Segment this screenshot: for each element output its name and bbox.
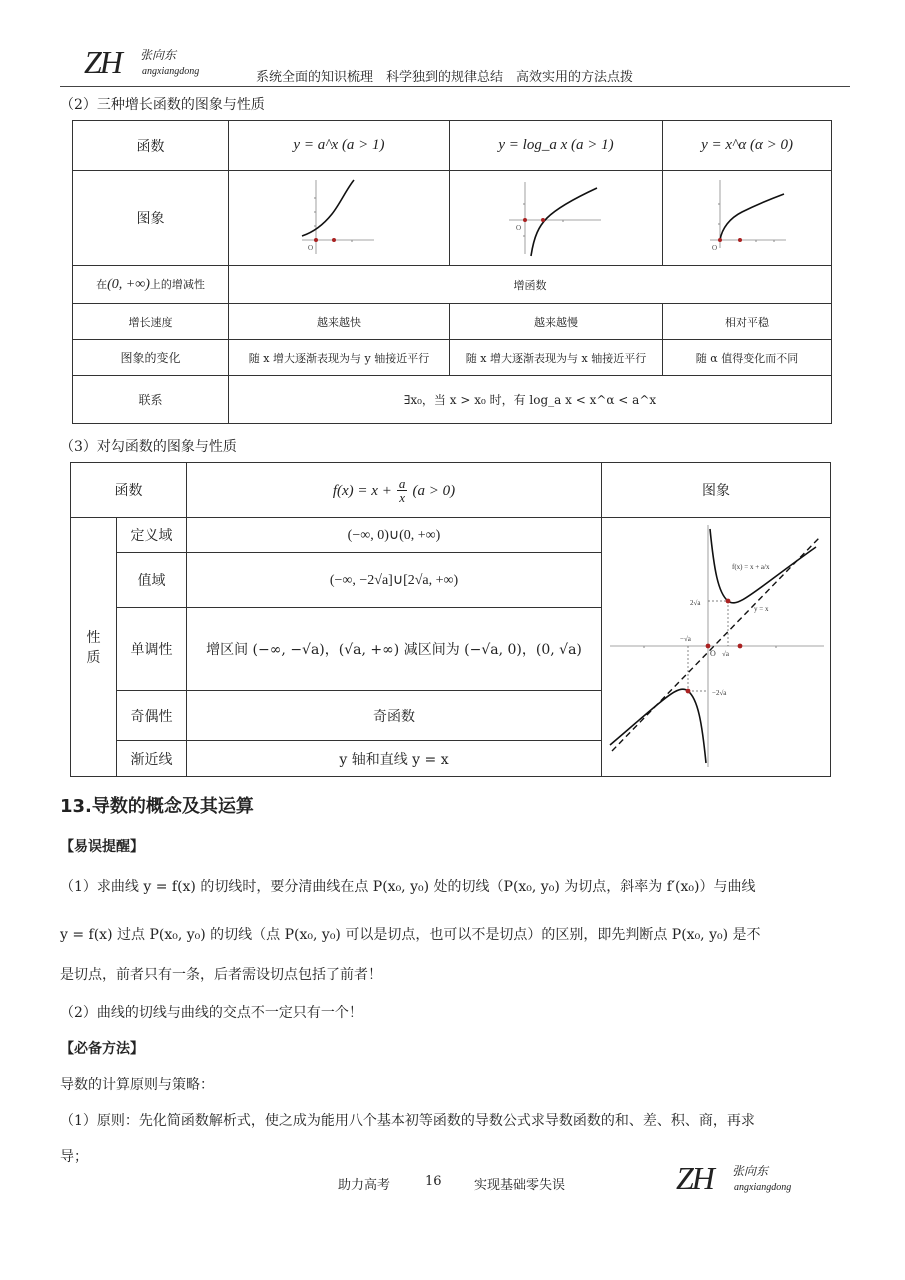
warn-heading: 【易误提醒】 — [60, 839, 144, 855]
speed-log: 越来越慢 — [450, 304, 663, 340]
graph-exp-cell — [229, 171, 450, 266]
footer-logo-letters: ZH — [676, 1160, 713, 1196]
formula-right: (a > 0) — [412, 482, 456, 499]
asym-value: y 轴和直线 y = x — [187, 741, 602, 777]
graph-label: 图象 — [602, 463, 831, 518]
hook-origin: O — [709, 649, 716, 658]
row-graph-label: 图象 — [73, 171, 229, 266]
footer-logo-signature: 张向东 — [732, 1164, 769, 1178]
method-p1-line2: 导； — [60, 1149, 88, 1165]
row-speed-label: 增长速度 — [73, 304, 229, 340]
svg-text:O: O — [308, 244, 314, 252]
header-divider — [60, 86, 850, 87]
range-label: 值域 — [117, 553, 187, 608]
domain-value: (−∞, 0)∪(0, +∞) — [187, 518, 602, 553]
logo-letters: ZH — [84, 44, 121, 80]
graph-exp — [294, 174, 384, 258]
graph-log-cell — [450, 171, 663, 266]
section3-title: （3）对勾函数的图象与性质 — [60, 439, 237, 455]
footer-logo — [676, 1160, 796, 1200]
formula-fraction — [397, 477, 408, 504]
range-value: (−∞, −2√a]∪[2√a, +∞) — [187, 553, 602, 608]
change-exp: 随 x 增大逐渐表现为与 y 轴接近平行 — [229, 340, 450, 376]
graph-pow — [702, 174, 792, 258]
mono-label-pre: 在 — [96, 278, 108, 291]
func-log: y = log_a x (a > 1) — [450, 121, 663, 171]
growth-functions-table — [72, 120, 832, 424]
svg-text:O: O — [712, 244, 718, 252]
chapter-title: 13.导数的概念及其运算 — [60, 796, 254, 817]
change-log: 随 x 增大逐渐表现为与 x 轴接近平行 — [450, 340, 663, 376]
section2-title: （2）三种增长函数的图象与性质 — [60, 97, 265, 113]
footer-logo-subtitle: angxiangdong — [734, 1182, 792, 1193]
header-slogan: 系统全面的知识梳理 科学独到的规律总结 高效实用的方法点拨 — [256, 70, 634, 85]
logo-subtitle: angxiangdong — [142, 66, 200, 77]
mono-interval: (0, +∞) — [107, 277, 150, 292]
speed-exp: 越来越快 — [229, 304, 450, 340]
header-logo — [84, 44, 204, 84]
hook-neg-two-root-a: −2√a — [711, 689, 726, 697]
warn-p1-line3: 是切点，前者只有一条，后者需设切点包括了前者！ — [60, 967, 382, 983]
props-label-2: 质 — [86, 650, 101, 666]
warn-p1-line2: y = f(x) 过点 P(x₀, y₀) 的切线（点 P(x₀, y₀) 可以是切点，也可以不是切点）的区别，即先判断点 P(x₀, y₀) 是不 — [60, 927, 761, 943]
footer-right: 实现基础零失误 — [474, 1178, 566, 1193]
formula-left: f(x) = x + — [332, 482, 392, 499]
row-func-label: 函数 — [73, 121, 229, 171]
graph-log — [501, 174, 611, 258]
func-formula — [187, 463, 602, 518]
change-pow: 随 α 值得变化而不同 — [663, 340, 832, 376]
footer-page-number: 16 — [425, 1174, 442, 1189]
props-label — [71, 518, 117, 777]
hook-two-root-a: 2√a — [689, 599, 700, 607]
hook-line-label: y = x — [753, 605, 768, 613]
row-link-label: 联系 — [73, 376, 229, 424]
mono-label-post: 上的增减性 — [149, 278, 205, 291]
func-exp: y = a^x (a > 1) — [229, 121, 450, 171]
method-heading: 【必备方法】 — [60, 1041, 144, 1057]
mono-value: 增函数 — [229, 266, 832, 304]
parity-label: 奇偶性 — [117, 691, 187, 741]
graph-pow-cell — [663, 171, 832, 266]
method-p1-line1: （1）原则：先化简函数解析式，使之成为能用八个基本初等函数的导数公式求导数函数的和、差、积、商，再求 — [60, 1113, 755, 1129]
row-mono-label — [73, 266, 229, 304]
method-intro: 导数的计算原则与策略： — [60, 1077, 214, 1093]
formula-den: x — [399, 489, 406, 505]
mono3-value: 增区间 (−∞, −√a)，(√a, +∞) 减区间为 (−√a, 0)，(0, √a) — [187, 608, 602, 691]
hook-graph — [604, 519, 829, 771]
func-label: 函数 — [71, 463, 187, 518]
warn-p2: （2）曲线的切线与曲线的交点不一定只有一个！ — [60, 1005, 363, 1021]
asym-label: 渐近线 — [117, 741, 187, 777]
func-pow: y = x^α (α > 0) — [663, 121, 832, 171]
hook-graph-cell — [602, 518, 831, 777]
formula-num: a — [398, 475, 406, 491]
hook-neg-root-a: −√a — [679, 635, 691, 643]
mono3-label: 单调性 — [117, 608, 187, 691]
warn-p1-line1: （1）求曲线 y = f(x) 的切线时，要分清曲线在点 P(x₀, y₀) 处的切线（P(x₀, y₀) 为切点，斜率为 f′(x₀)）与曲线 — [60, 879, 756, 895]
logo-signature: 张向东 — [140, 48, 177, 62]
svg-text:O: O — [516, 224, 522, 232]
hook-curve-label: f(x) = x + a/x — [731, 563, 769, 571]
link-value: ∃x₀，当 x > x₀ 时，有 log_a x < x^α < a^x — [229, 376, 832, 424]
speed-pow: 相对平稳 — [663, 304, 832, 340]
domain-label: 定义域 — [117, 518, 187, 553]
hook-function-table — [70, 462, 831, 777]
row-change-label: 图象的变化 — [73, 340, 229, 376]
props-label-1: 性 — [86, 630, 101, 646]
parity-value: 奇函数 — [187, 691, 602, 741]
footer-left: 助力高考 — [338, 1178, 391, 1193]
hook-root-a: √a — [721, 650, 729, 658]
